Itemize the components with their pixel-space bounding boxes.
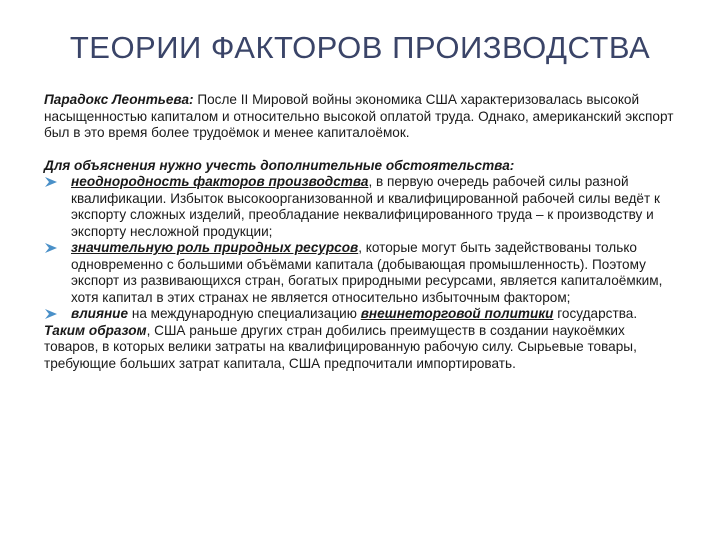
intro-text: Для объяснения нужно учесть дополнительные обстоятельства: bbox=[44, 157, 515, 173]
bullet-3-mid: на международную специализацию bbox=[128, 306, 361, 321]
bullet-3-term2: внешнеторговой политики bbox=[360, 306, 554, 321]
conclusion-paragraph bbox=[44, 323, 676, 373]
leontief-paragraph bbox=[44, 92, 676, 142]
bullet-1-term: неоднородность факторов производства bbox=[71, 174, 369, 189]
bullet-2-term: значительную роль природных ресурсов bbox=[71, 240, 359, 255]
bullet-item-3 bbox=[44, 306, 676, 323]
leontief-text: После II Мировой войны экономика США характеризовалась высокой насыщенностью капиталом и относительно высокой оплатой труда. Однако, американский экспорт был в это время более трудоёмок и менее капиталоёмок. bbox=[44, 92, 674, 140]
bullet-2-text: , которые могут быть задействованы только одновременно с большими объёмами капитала (добывающая промышленность). Поэтому экспорт из развивающихся стран, богатых природными ресурсами, является капиталоёмким, хотя капитал в этих странах не является относительно избыточным фактором; bbox=[71, 240, 663, 305]
conclusion-text: , США раньше других стран добились преимуществ в создании наукоёмких товаров, в которых велики затраты на квалифицированную рабочую силу. Сырьевые товары, требующие больших затрат капитала, США предпочитали импортировать. bbox=[44, 322, 637, 371]
bullet-item-1 bbox=[44, 174, 676, 240]
bullet-3-text: государства. bbox=[553, 306, 638, 321]
arrow-bullet-icon bbox=[44, 308, 58, 320]
slide-body bbox=[44, 92, 676, 372]
conclusion-lead: Таким образом bbox=[44, 322, 147, 338]
arrow-bullet-icon bbox=[44, 176, 58, 188]
arrow-bullet-icon bbox=[44, 242, 58, 254]
slide-title: ТЕОРИИ ФАКТОРОВ ПРОИЗВОДСТВА bbox=[69, 30, 651, 65]
leontief-lead: Парадокс Леонтьева: bbox=[44, 92, 194, 107]
bullet-1-text: , в первую очередь рабочей силы разной квалификации. Избыток высокоорганизованной и квалифицированной рабочей силы ведёт к экспорту сложных изделий, преобладание неквалифицированного труда – к производству и экспорту несложной продукции; bbox=[71, 174, 660, 239]
bullet-item-2 bbox=[44, 240, 676, 306]
bullet-3-term: влияние bbox=[71, 306, 129, 321]
